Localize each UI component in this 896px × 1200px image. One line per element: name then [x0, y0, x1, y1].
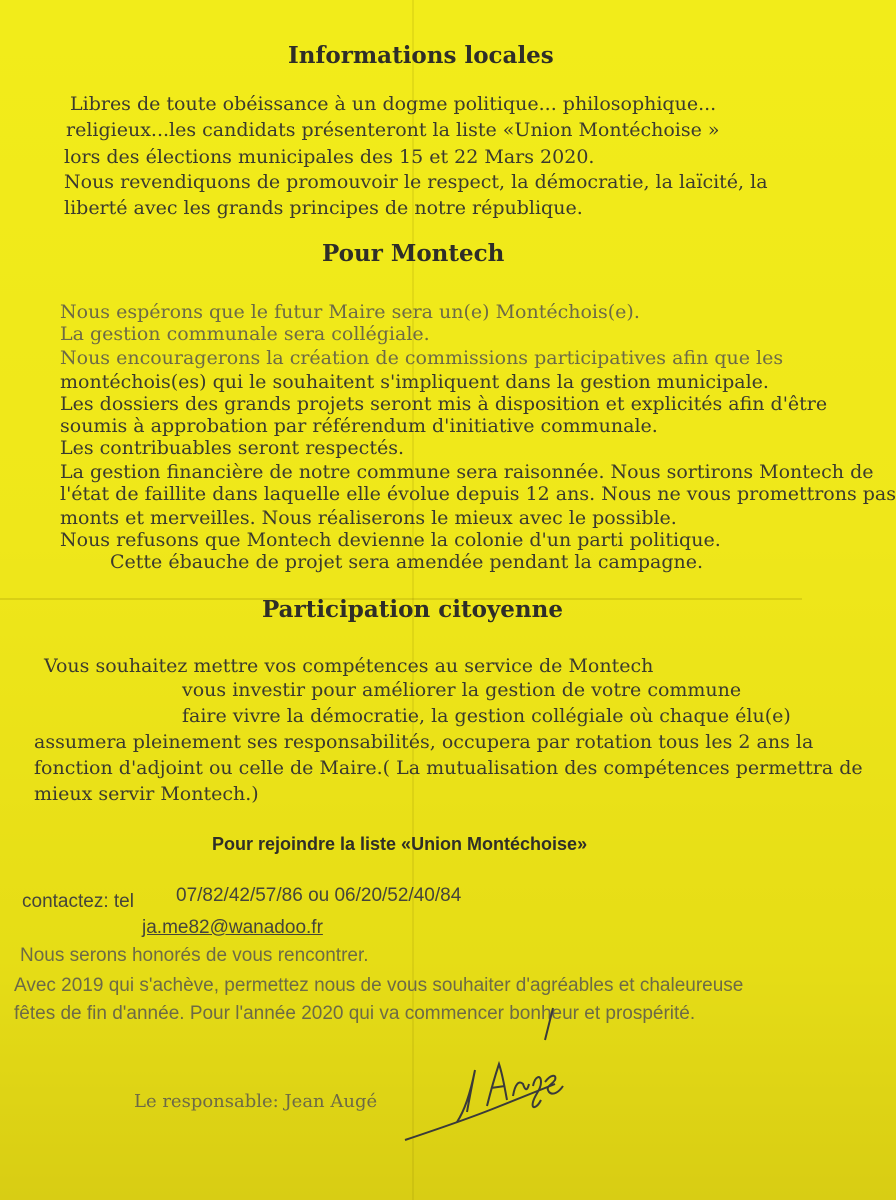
wishes-line-2: fêtes de fin d'année. Pour l'année 2020 qui va commencer bonheur et prospérité. [14, 1003, 696, 1024]
handwritten-signature [395, 1000, 575, 1150]
join-list-title: Pour rejoindre la liste «Union Montéchoise» [212, 834, 588, 854]
section3-line-5: fonction d'adjoint ou celle de Maire.( La mutualisation des compétences permettra de [34, 757, 863, 779]
section1-line-4: Nous revendiquons de promouvoir le respect, la démocratie, la laïcité, la [64, 171, 768, 193]
section3-line-1: Vous souhaitez mettre vos compétences au service de Montech [44, 655, 654, 677]
section3-line-2: vous investir pour améliorer la gestion de votre commune [182, 679, 742, 701]
contact-label: contactez: tel [22, 891, 134, 912]
section3-line-4: assumera pleinement ses responsabilités, occupera par rotation tous les 2 ans la [34, 731, 814, 753]
wishes-line-1: Avec 2019 qui s'achève, permettez nous de vous souhaiter d'agréables et chaleureuse [14, 975, 744, 996]
section2-line-2: La gestion communale sera collégiale. [60, 323, 430, 345]
section-title-participation-citoyenne: Participation citoyenne [262, 596, 563, 623]
section2-line-5: Les dossiers des grands projets seront mis à disposition et explicités afin d'être [60, 393, 828, 415]
honored-text: Nous serons honorés de vous rencontrer. [20, 945, 369, 966]
section2-line-3: Nous encouragerons la création de commissions participatives afin que les [60, 347, 784, 369]
section-title-pour-montech: Pour Montech [322, 240, 505, 267]
contact-phones: 07/82/42/57/86 ou 06/20/52/40/84 [176, 885, 462, 906]
section2-line-11: Nous refusons que Montech devienne la colonie d'un parti politique. [60, 529, 721, 551]
section2-line-8: La gestion financière de notre commune sera raisonnée. Nous sortirons Montech de [60, 461, 874, 483]
responsible-label: Le responsable: Jean Augé [134, 1091, 378, 1112]
section1-line-3: lors des élections municipales des 15 et 22 Mars 2020. [64, 146, 595, 168]
section3-line-3: faire vivre la démocratie, la gestion collégiale où chaque élu(e) [182, 705, 791, 727]
section3-line-6: mieux servir Montech.) [34, 783, 259, 805]
section2-line-1: Nous espérons que le futur Maire sera un(e) Montéchois(e). [60, 301, 640, 323]
section2-line-4: montéchois(es) qui le souhaitent s'impliquent dans la gestion municipale. [60, 371, 769, 393]
section1-line-5: liberté avec les grands principes de notre république. [64, 197, 583, 219]
section2-line-7: Les contribuables seront respectés. [60, 437, 404, 459]
section-title-informations-locales: Informations locales [288, 42, 554, 69]
section2-line-6: soumis à approbation par référendum d'initiative communale. [60, 415, 658, 437]
contact-email-link[interactable]: ja.me82@wanadoo.fr [142, 917, 323, 938]
section2-line-12: Cette ébauche de projet sera amendée pendant la campagne. [110, 551, 704, 573]
section2-line-10: monts et merveilles. Nous réaliserons le mieux avec le possible. [60, 507, 677, 529]
section1-line-1: Libres de toute obéissance à un dogme politique... philosophique... [70, 93, 717, 115]
section2-line-9: l'état de faillite dans laquelle elle évolue depuis 12 ans. Nous ne vous promettrons pas [60, 483, 896, 505]
section1-line-2: religieux...les candidats présenteront la liste «Union Montéchoise » [66, 119, 720, 141]
